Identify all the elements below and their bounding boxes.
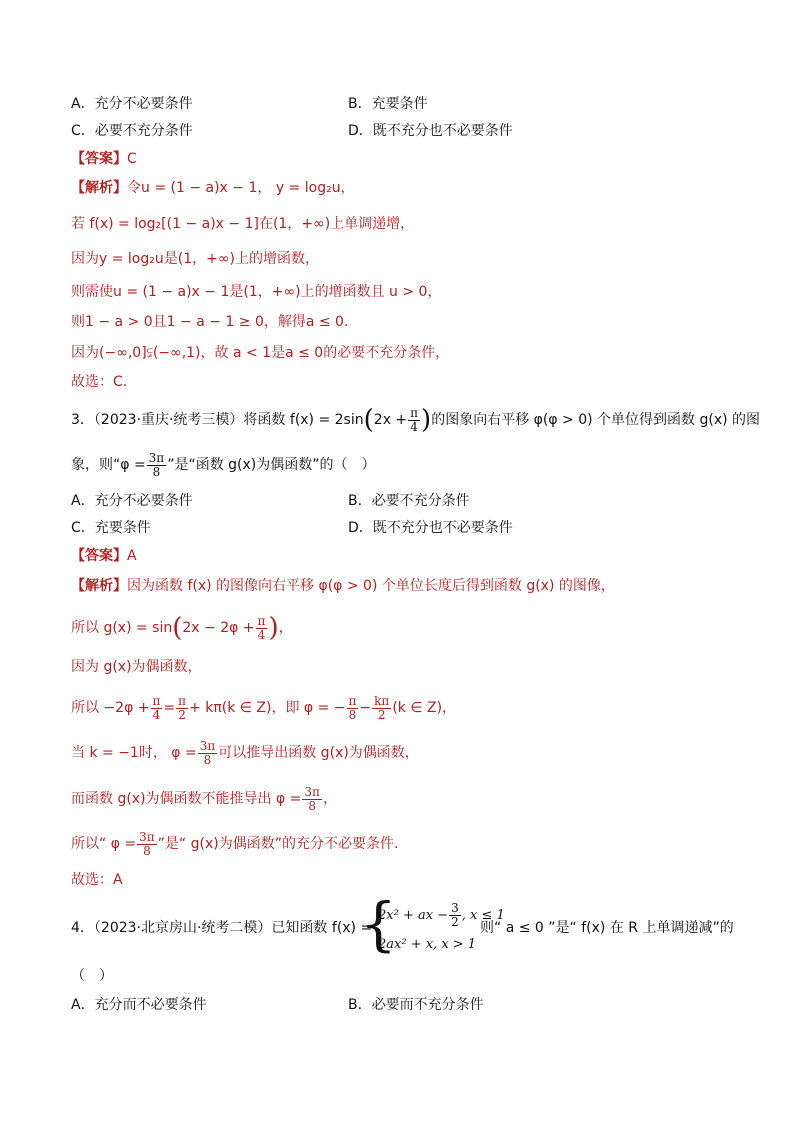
q2-option-c: C．必要不充分条件 — [71, 123, 193, 139]
q3-analysis-line-3: 因为 g(x)为偶函数， — [71, 659, 202, 675]
q2-analysis-line-7: 故选：C. — [71, 374, 128, 390]
q4-option-b: B．必要而不充分条件 — [348, 997, 484, 1013]
q2-analysis-line-2: 若 f(x) = log₂[(1 − a)x − 1]在(1，+∞)上单调递增， — [71, 216, 415, 232]
q3-answer-line — [71, 546, 137, 566]
text: 所以 g(x) = sin — [71, 620, 173, 636]
denominator: 4 — [410, 419, 418, 434]
q3-analysis-line-2 — [71, 608, 293, 648]
q3-analysis-line-5 — [71, 735, 419, 771]
denominator: 8 — [308, 798, 316, 813]
text: = — [163, 700, 176, 716]
text: ， — [322, 791, 337, 807]
q3-analysis-line-4 — [71, 690, 456, 726]
numerator: π — [257, 613, 266, 628]
paren-close: ) — [421, 405, 432, 435]
analysis-text: 令u = (1 − a)x − 1， y = log₂u， — [127, 180, 355, 196]
denominator: 8 — [143, 843, 151, 858]
answer-tag: 【答案】 — [71, 548, 127, 564]
text: 当 k = −1时， φ = — [71, 745, 197, 761]
q2-analysis-line-6: 因为(−∞,0]⫋(−∞,1)，故 a < 1是a ≤ 0的必要不充分条件， — [71, 345, 450, 361]
q4-stem-suffix: 则“ a ≤ 0 ”是“ f(x) 在 R 上单调递减”的 — [480, 920, 734, 936]
numerator: π — [178, 693, 187, 708]
q3-stem-text-b: 2x + — [373, 412, 408, 428]
paren-open: ( — [363, 405, 374, 435]
text: − — [359, 700, 372, 716]
answer-value: C — [127, 151, 137, 167]
q2-answer-line — [71, 149, 137, 169]
denominator: 2 — [178, 707, 186, 722]
q3-stem-line-1 — [71, 400, 760, 440]
text: 而函数 g(x)为偶函数不能推导出 φ = — [71, 791, 302, 807]
denominator: 8 — [152, 464, 161, 479]
q2-option-a: A．充分不必要条件 — [71, 96, 193, 112]
denominator: 4 — [257, 627, 266, 642]
q2-analysis-line-5: 则1 − a > 0且1 − a − 1 ≥ 0，解得a ≤ 0. — [71, 314, 349, 330]
analysis-tag: 【解析】 — [71, 180, 127, 196]
fraction-pi-4 — [151, 695, 163, 722]
piece-2: 2ax² + x, x > 1 — [378, 937, 477, 952]
q2-analysis-line-4: 则需使u = (1 − a)x − 1是(1，+∞)上的增函数且 u > 0， — [71, 284, 442, 300]
fraction-kpi-2 — [372, 695, 391, 722]
q2-analysis-line-1 — [71, 178, 355, 198]
numerator: 3 — [451, 901, 459, 915]
q3-analysis-line-1 — [71, 576, 615, 596]
q3-analysis-line-6 — [71, 781, 337, 817]
denominator: 2 — [451, 915, 459, 929]
fraction-3pi-8 — [302, 786, 322, 813]
denominator: 2 — [377, 707, 386, 722]
numerator: 3π — [148, 450, 165, 465]
q3-analysis-line-7 — [71, 826, 398, 862]
text: , x ≤ 1 — [461, 908, 505, 923]
fraction-pi-4 — [256, 615, 268, 642]
q4-stem-prefix: 4．（2023·北京房山·统考二模）已知函数 f(x) = — [71, 920, 373, 936]
text: ”是“ g(x)为偶函数”的充分不必要条件. — [157, 836, 399, 852]
piecewise-brace: { — [360, 890, 397, 958]
fraction-pi-2 — [176, 695, 188, 722]
q2-option-b: B．充要条件 — [348, 96, 428, 112]
text: (k ∈ Z)， — [392, 700, 457, 716]
q2-option-d: D．既不充分也不必要条件 — [348, 123, 513, 139]
analysis-tag: 【解析】 — [71, 578, 127, 594]
fraction-pi-8 — [347, 695, 359, 722]
text: 2x² + ax − — [378, 908, 449, 923]
fraction-3pi-8 — [198, 740, 218, 767]
fraction-pi-4 — [408, 407, 420, 434]
q4-stem-paren: （ ） — [71, 968, 113, 984]
text: 所以“ φ = — [71, 836, 137, 852]
paren-open: ( — [172, 613, 183, 643]
answer-value: A — [127, 548, 137, 564]
numerator: π — [410, 405, 419, 420]
analysis-text: 因为函数 f(x) 的图像向右平移 φ(φ > 0) 个单位长度后得到函数 g(x) 的图像， — [127, 578, 615, 594]
fraction-3pi-8 — [137, 831, 157, 858]
q3-option-d: D．既不充分也不必要条件 — [348, 520, 513, 536]
text: + kπ(k ∈ Z)，即 φ = − — [189, 700, 346, 716]
q2-analysis-line-3: 因为y = log₂u是(1，+∞)上的增函数， — [71, 251, 319, 267]
q3-stem-text-d: 象，则“φ = — [71, 457, 146, 473]
q4-option-a: A．充分而不必要条件 — [71, 997, 207, 1013]
numerator: 3π — [139, 829, 155, 844]
numerator: 3π — [304, 784, 320, 799]
q3-stem-text-e: ”是“函数 g(x)为偶函数”的（ ） — [167, 457, 376, 473]
fraction-3pi-8 — [147, 452, 167, 479]
numerator: kπ — [374, 693, 390, 708]
denominator: 4 — [152, 707, 161, 722]
q3-stem-text-a: 3．（2023·重庆·统考三模）将函数 f(x) = 2sin — [71, 412, 364, 428]
text: 2x − 2φ + — [182, 620, 255, 636]
text: 所以 −2φ + — [71, 700, 150, 716]
numerator: π — [348, 693, 357, 708]
q3-option-c: C．充要条件 — [71, 520, 151, 536]
numerator: 3π — [199, 738, 216, 753]
text: ， — [278, 620, 293, 636]
answer-tag: 【答案】 — [71, 151, 127, 167]
denominator: 8 — [203, 752, 212, 767]
fraction-3-2 — [449, 902, 461, 929]
paren-close: ) — [268, 613, 279, 643]
numerator: π — [152, 693, 161, 708]
q3-option-b: B．必要不充分条件 — [348, 493, 470, 509]
q3-stem-line-2 — [71, 447, 376, 483]
q3-option-a: A．充分不必要条件 — [71, 493, 193, 509]
q3-analysis-line-8: 故选：A — [71, 872, 123, 888]
text: 可以推导出函数 g(x)为偶函数， — [218, 745, 419, 761]
q3-stem-text-c: 的图象向右平移 φ(φ > 0) 个单位得到函数 g(x) 的图 — [431, 412, 761, 428]
denominator: 8 — [348, 707, 357, 722]
